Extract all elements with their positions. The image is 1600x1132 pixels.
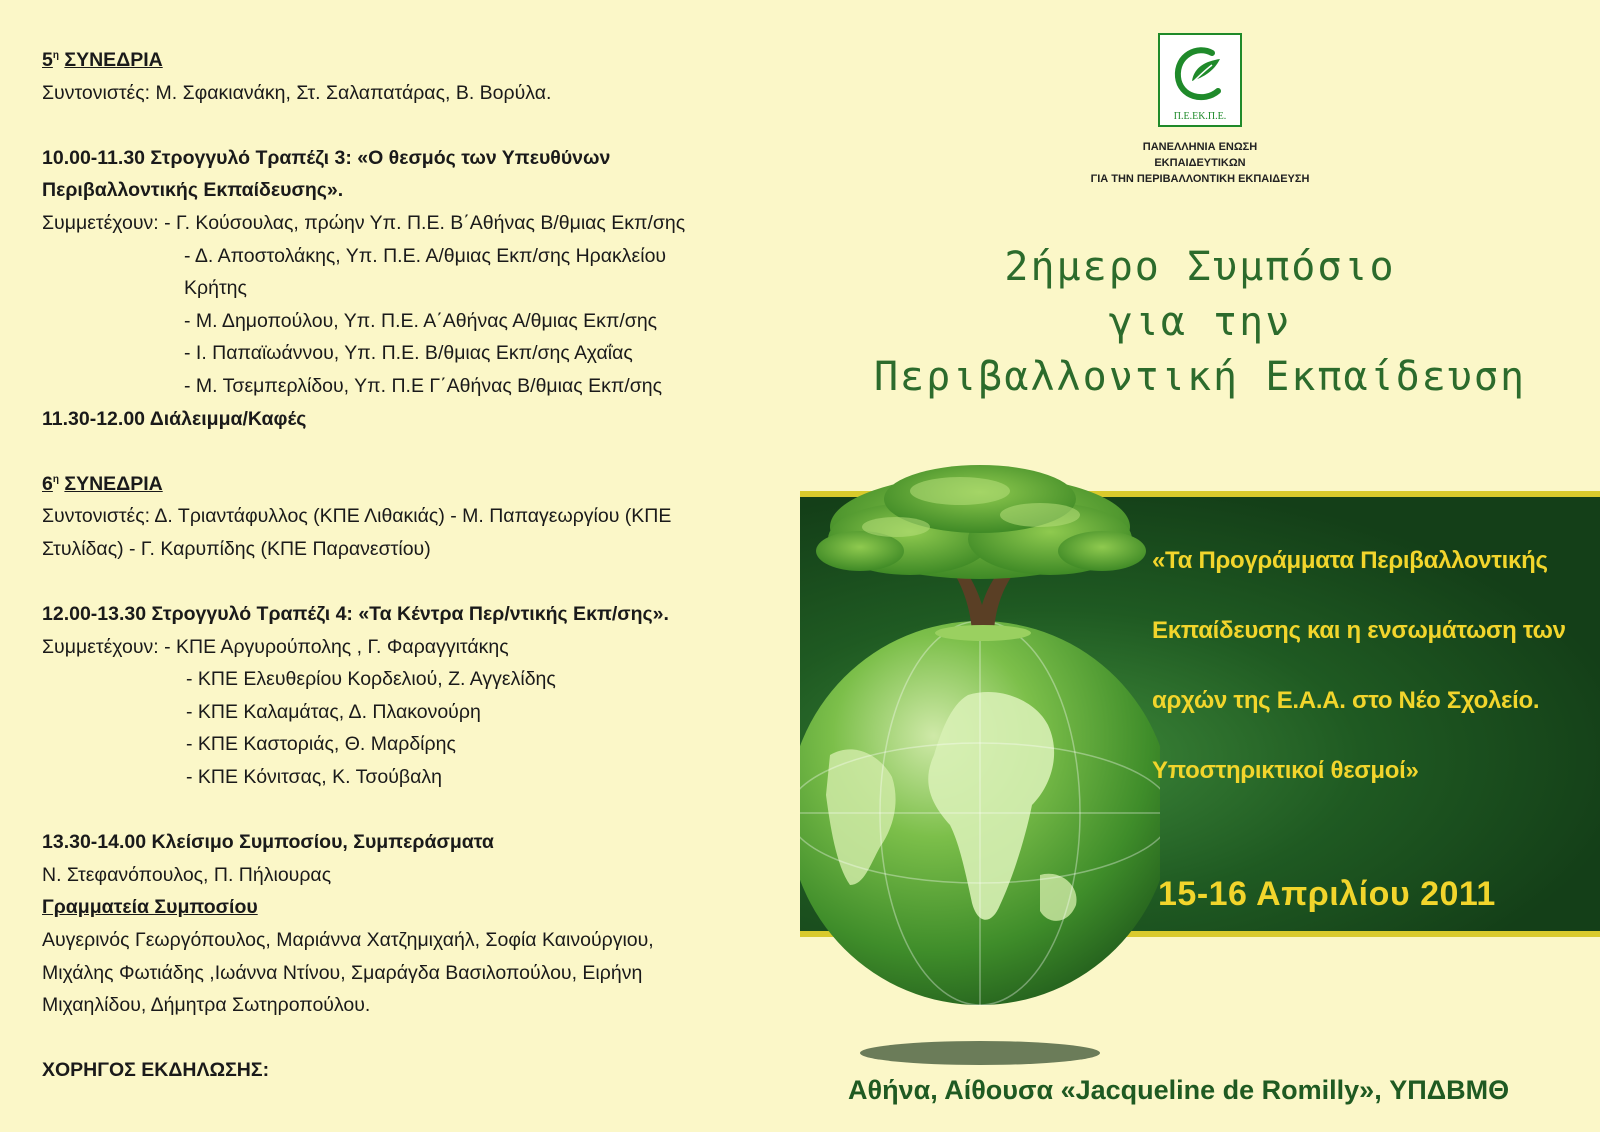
participant-line: Συμμετέχουν: - Γ. Κούσουλας, πρώην Υπ. Π.Ε. Β΄Αθήνας Β/θμιας Εκπ/σης <box>42 211 686 234</box>
logo-abbreviation: Π.Ε.ΕΚ.Π.Ε. <box>1173 111 1227 122</box>
theme-line: αρχών της Ε.Α.Α. στο Νέο Σχολείο. <box>1152 687 1540 714</box>
participant-line: Συμμετέχουν: - ΚΠΕ Αργυρούπολης , Γ. Φαραγγιτάκης <box>42 635 509 658</box>
theme-line: «Τα Προγράμματα Περιβαλλοντικής <box>1152 547 1548 574</box>
session-6-heading: $6^\eta$ ΣΥΝΕΔΡΙΑ <box>42 472 163 495</box>
closing-speakers: Ν. Στεφανόπουλος, Π. Πήλιουρας <box>42 863 332 886</box>
participant-line: - Δ. Αποστολάκης, Υπ. Π.Ε. Α/θμιας Εκπ/σης Ηρακλείου <box>184 244 667 267</box>
coffee-break: 11.30-12.00 Διάλειμμα/Καφές <box>42 407 307 430</box>
participant-line: - Μ. Δημοπούλου, Υπ. Π.Ε. Α΄Αθήνας Α/θμιας Εκπ/σης <box>184 309 658 332</box>
title-line: Περιβαλλοντική Εκπαίδευση <box>873 354 1527 400</box>
secretariat-line: Μιχαηλίδου, Δήμητρα Σωτηροπούλου. <box>42 994 371 1017</box>
title-line: για την <box>1108 299 1292 345</box>
closing-session: 13.30-14.00 Κλείσιμο Συμποσίου, Συμπεράσματα <box>42 831 494 854</box>
participant-line: - Ι. Παπαϊωάννου, Υπ. Π.Ε. Β/θμιας Εκπ/σης Αχαΐας <box>184 342 633 365</box>
secretariat-line: Αυγερινός Γεωργόπουλος, Μαριάννα Χατζημιχαήλ, Σοφία Καινούργιου, <box>42 929 654 952</box>
org-line: ΠΑΝΕΛΛΗΝΙΑ ΕΝΩΣΗ <box>1142 141 1258 153</box>
org-line: ΕΚΠΑΙΔΕΥΤΙΚΩΝ <box>1154 157 1246 169</box>
organization-name <box>1050 139 1350 187</box>
peekpe-logo-icon <box>1158 33 1242 127</box>
participant-line: - Μ. Τσεμπερλίδου, Υπ. Π.Ε Γ΄Αθήνας Β/θμιας Εκπ/σης <box>184 374 662 397</box>
participant-line: - ΚΠΕ Κόνιτσας, Κ. Τσούβαλη <box>186 766 442 789</box>
round-table-4-title: 12.00-13.30 Στρογγυλό Τραπέζι 4: «Τα Κέντρα Περ/ντικής Εκπ/σης». <box>42 603 669 626</box>
session-5-coordinators: Συντονιστές: Μ. Σφακιανάκη, Στ. Σαλαπατάρας, Β. Βορύλα. <box>42 81 552 104</box>
venue: Αθήνα, Αίθουσα «Jacqueline de Romilly», ΥΠΔΒΜΘ <box>848 1075 1510 1105</box>
session-5-heading: $5^\eta$ ΣΥΝΕΔΡΙΑ <box>42 49 163 71</box>
theme-line: Εκπαίδευσης και η ενσωμάτωση των <box>1152 617 1566 644</box>
participant-line: - ΚΠΕ Καλαμάτας, Δ. Πλακονούρη <box>186 700 481 723</box>
event-dates: 15-16 Απριλίου 2011 <box>1158 875 1496 913</box>
secretariat-line: Μιχάλης Φωτιάδης ,Ιωάννα Ντίνου, Σμαράγδα Βασιλοπούλου, Ειρήνη <box>42 961 643 984</box>
secretariat-heading: Γραμματεία Συμποσίου <box>42 896 258 919</box>
participant-line: - ΚΠΕ Ελευθερίου Κορδελιού, Ζ. Αγγελίδης <box>186 668 556 691</box>
round-table-3-title: 10.00-11.30 Στρογγυλό Τραπέζι 3: «Ο θεσμός των Υπευθύνων <box>42 146 611 169</box>
session-6-coordinators: Συντονιστές: Δ. Τριαντάφυλλος (ΚΠΕ Λιθακιάς) - Μ. Παπαγεωργίου (ΚΠΕ <box>42 505 672 528</box>
title-line: 2ήμερο Συμπόσιο <box>1004 244 1396 290</box>
theme-line: Υποστηρικτικοί θεσμοί» <box>1152 757 1419 784</box>
org-line: ΓΙΑ ΤΗΝ ΠΕΡΙΒΑΛΛΟΝΤΙΚΗ ΕΚΠΑΙΔΕΥΣΗ <box>1090 173 1310 185</box>
participant-line: Κρήτης <box>184 277 247 300</box>
sponsor-heading: ΧΟΡΗΓΟΣ ΕΚΔΗΛΩΣΗΣ: <box>42 1059 270 1082</box>
participant-line: - ΚΠΕ Καστοριάς, Θ. Μαρδίρης <box>186 733 456 756</box>
round-table-3-title-cont: Περιβαλλοντικής Εκπαίδευσης». <box>42 179 344 202</box>
session-6-coordinators-cont: Στυλίδας) - Γ. Καρυπίδης (ΚΠΕ Παρανεστίου) <box>42 537 431 560</box>
symposium-title <box>840 240 1560 405</box>
tree-on-globe-illustration <box>800 455 1160 1075</box>
programme-column <box>42 44 754 1087</box>
theme-text <box>1152 526 1572 806</box>
